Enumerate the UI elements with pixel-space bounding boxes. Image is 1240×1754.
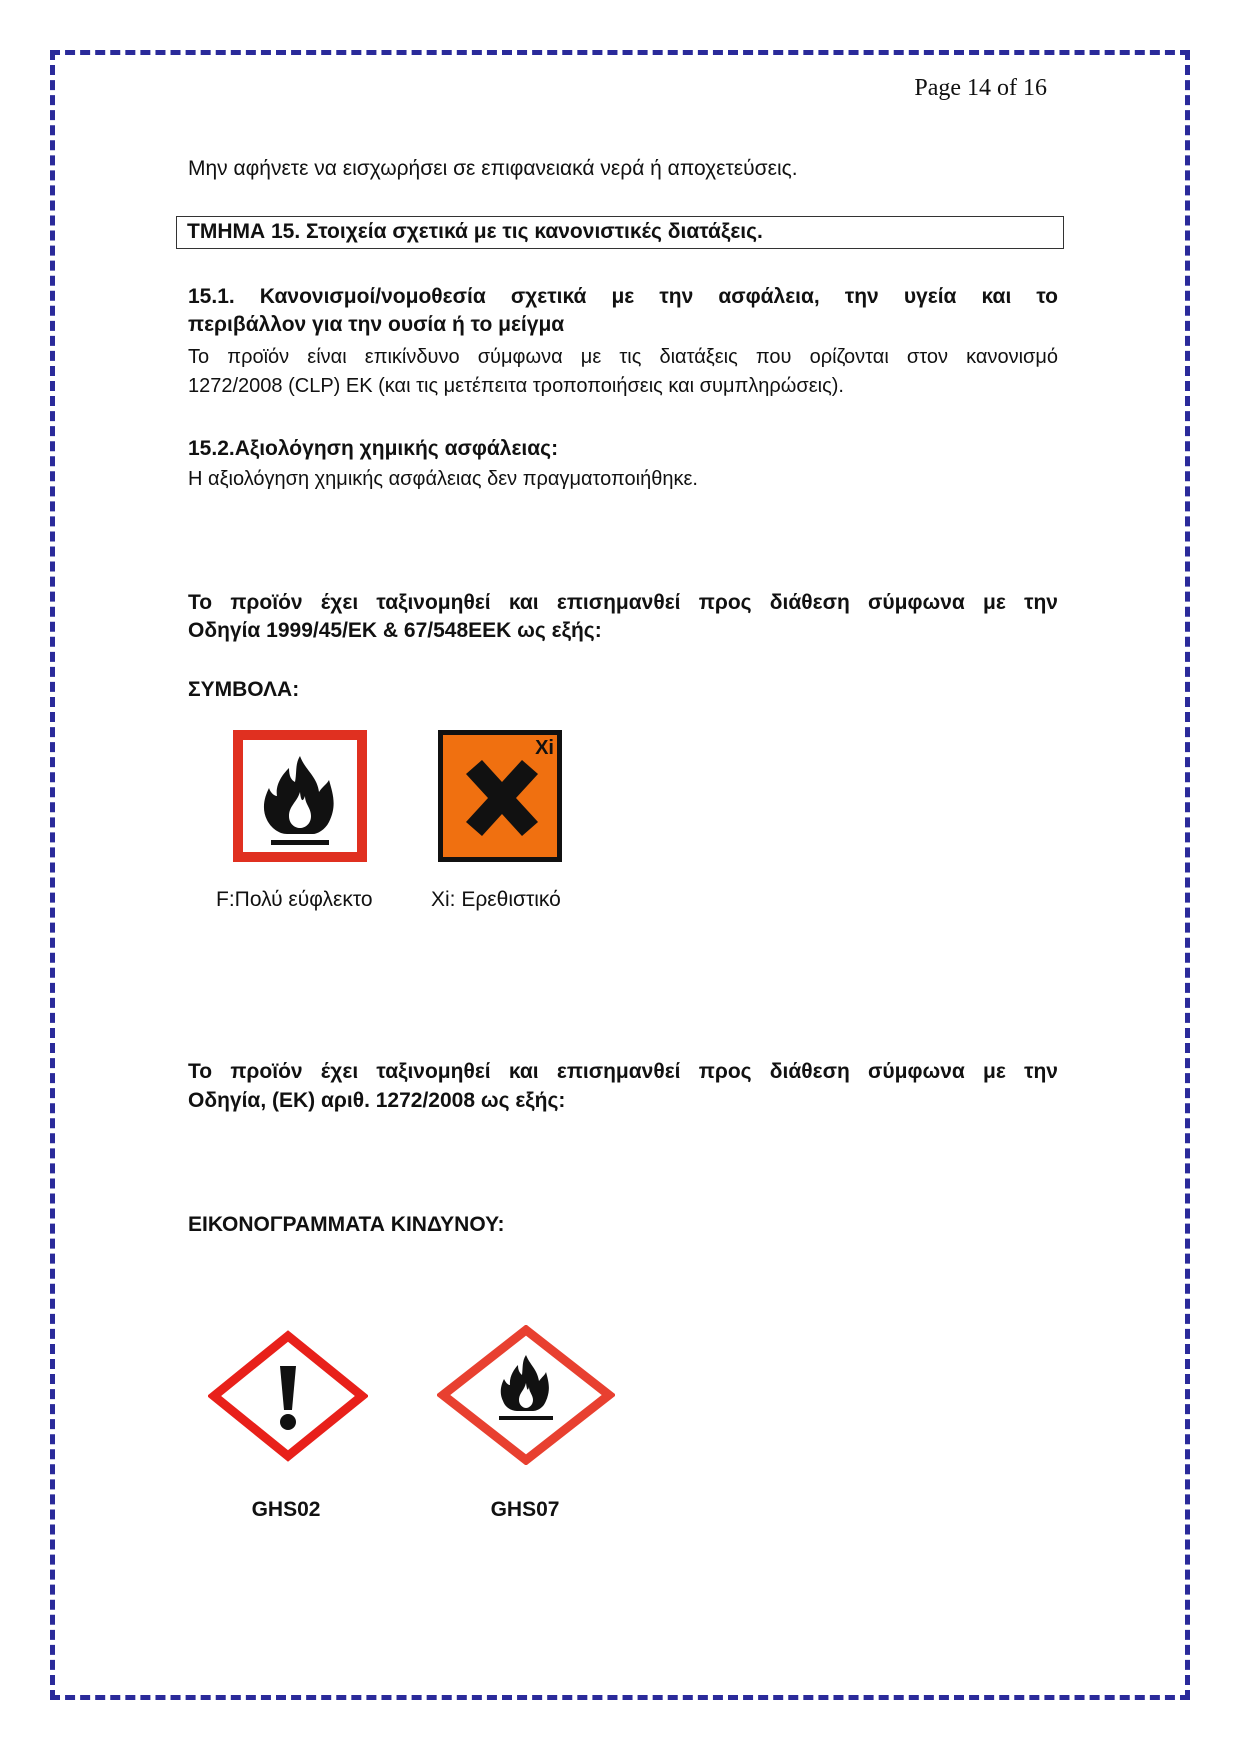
- flame-pictogram-icon: [437, 1325, 615, 1465]
- pictogram-label-ghs02: GHS02: [251, 1498, 321, 1521]
- xi-badge: Xi: [535, 737, 554, 759]
- symbols-heading: ΣΥΜΒΟΛΑ:: [188, 678, 300, 701]
- directive-67-line2: Οδηγία 1999/45/ΕΚ & 67/548ΕΕΚ ως εξής:: [188, 619, 602, 642]
- pictogram-label-ghs07: GHS07: [490, 1498, 560, 1521]
- flammable-symbol-icon: [233, 730, 367, 862]
- s15-1-heading-line1: 15.1. Κανονισμοί/νομοθεσία σχετικά με την ασφάλεια, την υγεία και το: [188, 285, 1058, 308]
- symbol-label-irritant: Xi: Ερεθιστικό: [431, 888, 561, 911]
- s15-2-body: Η αξιολόγηση χημικής ασφάλειας δεν πραγματοποιήθηκε.: [188, 468, 698, 490]
- section-title: ΤΜΗΜΑ 15. Στοιχεία σχετικά με τις κανονιστικές διατάξεις.: [187, 220, 763, 243]
- directive-1272-line2: Οδηγία, (ΕΚ) αριθ. 1272/2008 ως εξής:: [188, 1089, 566, 1112]
- page-number: Page 14 of 16: [914, 75, 1047, 101]
- directive-1272-line1: Το προϊόν έχει ταξινομηθεί και επισημανθεί προς διάθεση σύμφωνα με την: [188, 1060, 1058, 1083]
- s15-1-body-line2: 1272/2008 (CLP) ΕΚ (και τις μετέπειτα τροποποιήσεις και συμπληρώσεις).: [188, 375, 844, 397]
- exclamation-mark-pictogram-icon: [208, 1330, 368, 1462]
- s15-2-heading: 15.2.Αξιολόγηση χημικής ασφάλειας:: [188, 437, 559, 460]
- irritant-symbol-icon: [438, 730, 562, 862]
- s15-1-body-line1: Το προϊόν είναι επικίνδυνο σύμφωνα με τις διατάξεις που ορίζονται στον κανονισμό: [188, 346, 1058, 368]
- symbol-label-flammable: F:Πολύ εύφλεκτο: [216, 888, 373, 911]
- pictograms-heading: ΕΙΚΟΝΟΓΡΑΜΜΑΤΑ ΚΙΝΔΥΝΟΥ:: [188, 1213, 505, 1236]
- section-15-header: [176, 216, 1064, 249]
- directive-67-line1: Το προϊόν έχει ταξινομηθεί και επισημανθεί προς διάθεση σύμφωνα με την: [188, 591, 1058, 614]
- intro-line: Μην αφήνετε να εισχωρήσει σε επιφανειακά νερά ή αποχετεύσεις.: [188, 157, 798, 180]
- s15-1-heading-line2: περιβάλλον για την ουσία ή το μείγμα: [188, 313, 565, 336]
